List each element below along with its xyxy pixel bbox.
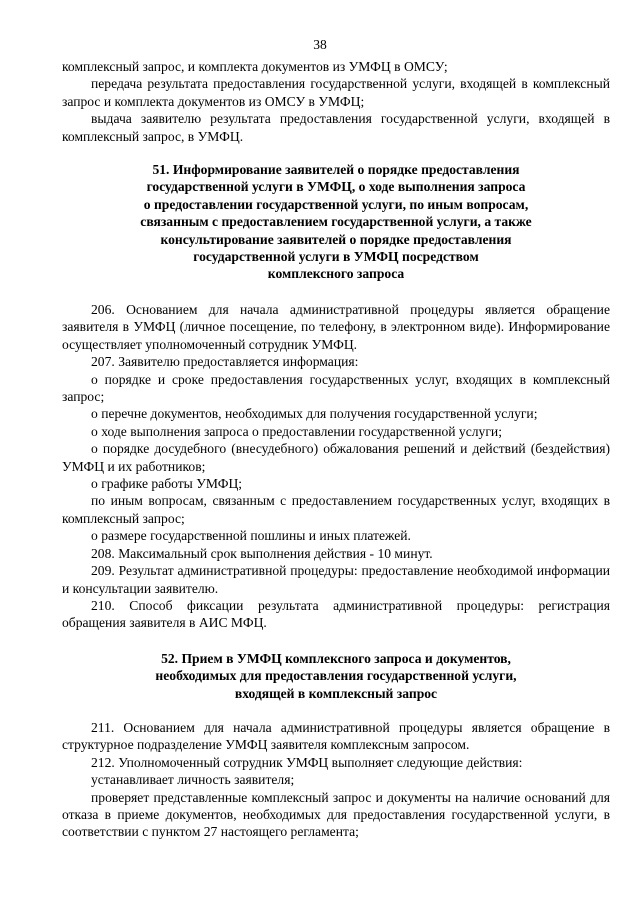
paragraph: 212. Уполномоченный сотрудник УМФЦ выполняет следующие действия: — [91, 754, 523, 770]
heading-line: связанным с предоставлением государственной услуги, а также — [140, 214, 532, 230]
page-number: 38 — [313, 37, 327, 52]
heading-line: государственной услуги в УМФЦ, о ходе выполнения запроса — [146, 179, 526, 195]
heading-line: консультирование заявителей о порядке предоставления — [160, 231, 512, 247]
paragraph: передача результата предоставления государственной услуги, входящей в комплексный запрос и комплекта документов из ОМСУ в УМФЦ; — [62, 76, 610, 109]
paragraph: комплексный запрос, и комплекта документов из УМФЦ в ОМСУ; — [62, 59, 448, 74]
paragraph: 207. Заявителю предоставляется информация: — [91, 354, 359, 370]
section-52-body — [62, 719, 610, 841]
heading-line: входящей в комплексный запрос — [234, 685, 438, 701]
heading-line: о предоставлении государственной услуги, по иным вопросам, — [143, 196, 529, 212]
paragraph: о размере государственной пошлины и иных платежей. — [91, 528, 411, 544]
paragraph: 206. Основанием для начала административной процедуры является обращение заявителя в УМФЦ (личное посещение, по телефону, в электронном виде). Информирование осуществляет уполномоченный сотрудник УМФЦ. — [62, 302, 610, 352]
heading-line: 51. Информирование заявителей о порядке предоставления — [152, 162, 520, 177]
paragraph: выдача заявителю результата предоставления государственной услуги, входящей в комплексный запрос, в УМФЦ. — [62, 111, 610, 144]
paragraph: по иным вопросам, связанным с предоставлением государственных услуг, входящих в комплексный запрос; — [62, 493, 610, 526]
section-52-heading — [62, 650, 610, 702]
paragraph: 210. Способ фиксации результата административной процедуры: регистрация обращения заявителя в АИС МФЦ. — [62, 597, 610, 631]
paragraph: 208. Максимальный срок выполнения действия - 10 минут. — [91, 545, 433, 561]
paragraph: о порядке досудебного (внесудебного) обжалования решений и действий (бездействия) УМФЦ и их работников; — [62, 441, 610, 474]
paragraph: о ходе выполнения запроса о предоставлении государственной услуги; — [91, 423, 502, 439]
section-51-heading — [62, 161, 610, 283]
heading-line: 52. Прием в УМФЦ комплексного запроса и документов, — [161, 651, 511, 666]
paragraph: 211. Основанием для начала административной процедуры является обращение в структурное подразделение УМФЦ заявителя комплексным запросом. — [62, 720, 610, 753]
paragraph: 209. Результат административной процедуры: предоставление необходимой информации и консультации заявителю. — [62, 563, 610, 596]
paragraph: проверяет представленные комплексный запрос и документы на наличие оснований для отказа в приеме документов, необходимых для предоставления государственной услуги, в соответствии с пунктом 27 настоящего регламента; — [62, 789, 610, 840]
heading-line: государственной услуги в УМФЦ посредством — [193, 249, 479, 265]
paragraph: о перечне документов, необходимых для получения государственной услуги; — [91, 406, 538, 422]
intro-block — [62, 58, 610, 145]
heading-line: комплексного запроса — [267, 266, 405, 282]
section-51-body — [62, 301, 610, 632]
paragraph: устанавливает личность заявителя; — [91, 772, 295, 788]
heading-line: необходимых для предоставления государственной услуги, — [155, 668, 517, 684]
paragraph: о порядке и сроке предоставления государственных услуг, входящих в комплексный запрос; — [62, 371, 610, 405]
paragraph: о графике работы УМФЦ; — [91, 476, 243, 492]
